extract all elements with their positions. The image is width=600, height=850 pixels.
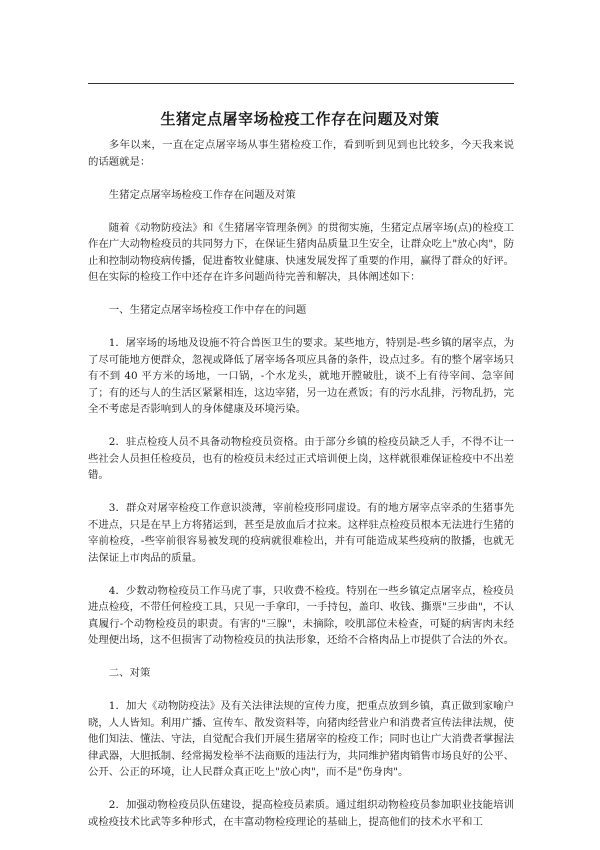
paragraph-intro: 多年以来，一直在定点屠宰场从事生猪检疫工作，看到听到见到也比较多，今天我来说的话题就是： [88,139,514,168]
paragraph-background: 随着《动物防疫法》和《生猪屠宰管理条例》的贯彻实施，生猪定点屠宰场(点)的检疫工作在广大动物检疫员的共同努力下，在保证生猪肉品质量卫生安全，让群众吃上"放心肉"，防止和控制动物疫病传播，促进畜牧业健康、快速发展发挥了重要的作用，赢得了群众的好评。但在实际的检疫工作中还存在许多问题尚待完善和解决，具体阐述如下： [88,221,515,283]
paragraph-problem-3: 3．群众对屠宰检疫工作意识淡薄，宰前检疫形同虚设。有的地方屠宰点宰杀的生猪事先不进点，只是在早上方将猪运到，甚至是放血后才拉来。这样驻点检疫员根本无法进行生猪的宰前检疫，-些宰前很容易被发现的疫病就很难检出，并有可能造成某些疫病的散播，也就无法保证上市肉品的质量。 [88,502,515,564]
header-rule [88,83,514,84]
paragraph-measure-2: 2．加强动物检疫员队伍建设，提高检疫员素质。通过组织动物检疫员参加职业技能培训或检疫技术比武等多种形式，在丰富动物检疫理论的基础上，提高他们的技术水平和工 [88,799,514,828]
section-heading-problems: 一、生猪定点屠宰场检疫工作中存在的问题 [108,304,307,316]
document-body [88,137,514,847]
paragraph-measure-1: 1．加大《动物防疫法》及有关法律法规的宣传力度，把重点放到乡镇，真正做到家喻户晓，人人皆知。利用广播、宣传车、散发资料等，向猪肉经营业户和消费者宣传法律法规，使他们知法、懂法、守法，自觉配合我们开展生猪屠宰的检疫工作；同时也让广大消费者掌握法律武器，大胆抵制、经常揭发检举不法商贩的违法行为，共同维护猪肉销售市场良好的公平、公开、公正的环境，让人民群众真正吃上"放心肉"，而不是"伤身肉"。 [88,700,515,778]
section-heading-main: 生猪定点屠宰场检疫工作存在问题及对策 [108,188,296,201]
document-title: 生猪定点屠宰场检疫工作存在问题及对策 [160,110,440,128]
paragraph-problem-1: 1．屠宰场的场地及设施不符合兽医卫生的要求。某些地方，特别是-些乡镇的屠宰点，为了尽可能地方便群众，忽视或降低了屠宰场各项应具备的条件，设点过多。有的整个屠宰场只有不到 40 平方米的场地，一口锅，-个水龙头，就地开膛破肚，谈不上有待宰间、急宰间了；有的还与人的生活区紧紧相连，这边宰猪，另一边在煮饭；有的污水乱排，污物乱扔，完全不考虑是否影响到人的身体健康及环境污染。 [88,337,515,415]
section-heading-measures: 二、对策 [108,667,151,679]
paragraph-problem-2: 2．驻点检疫人员不具备动物检疫员资格。由于部分乡镇的检疫员缺乏人手，不得不让一些社会人员担任检疫员，也有的检疫员未经过正式培训便上岗，这样就很难保证检疫中不出差错。 [88,436,515,481]
paragraph-problem-4: 4．少数动物检疫员工作马虎了事，只收费不检疫。特别在一些乡镇定点屠宰点，检疫员进点检疫，不带任何检疫工具，只见一手拿印，一手持包，盖印、收钱、撕票"三步曲"，不认真履行-个动物检疫员的职责。有害的"三腺"，未摘除，咬肌部位未检查，可疑的病害肉未经处理便出场，这不但损害了动物检疫员的执法形象，还给不合格肉品上市提供了合法的外衣。 [88,584,515,646]
